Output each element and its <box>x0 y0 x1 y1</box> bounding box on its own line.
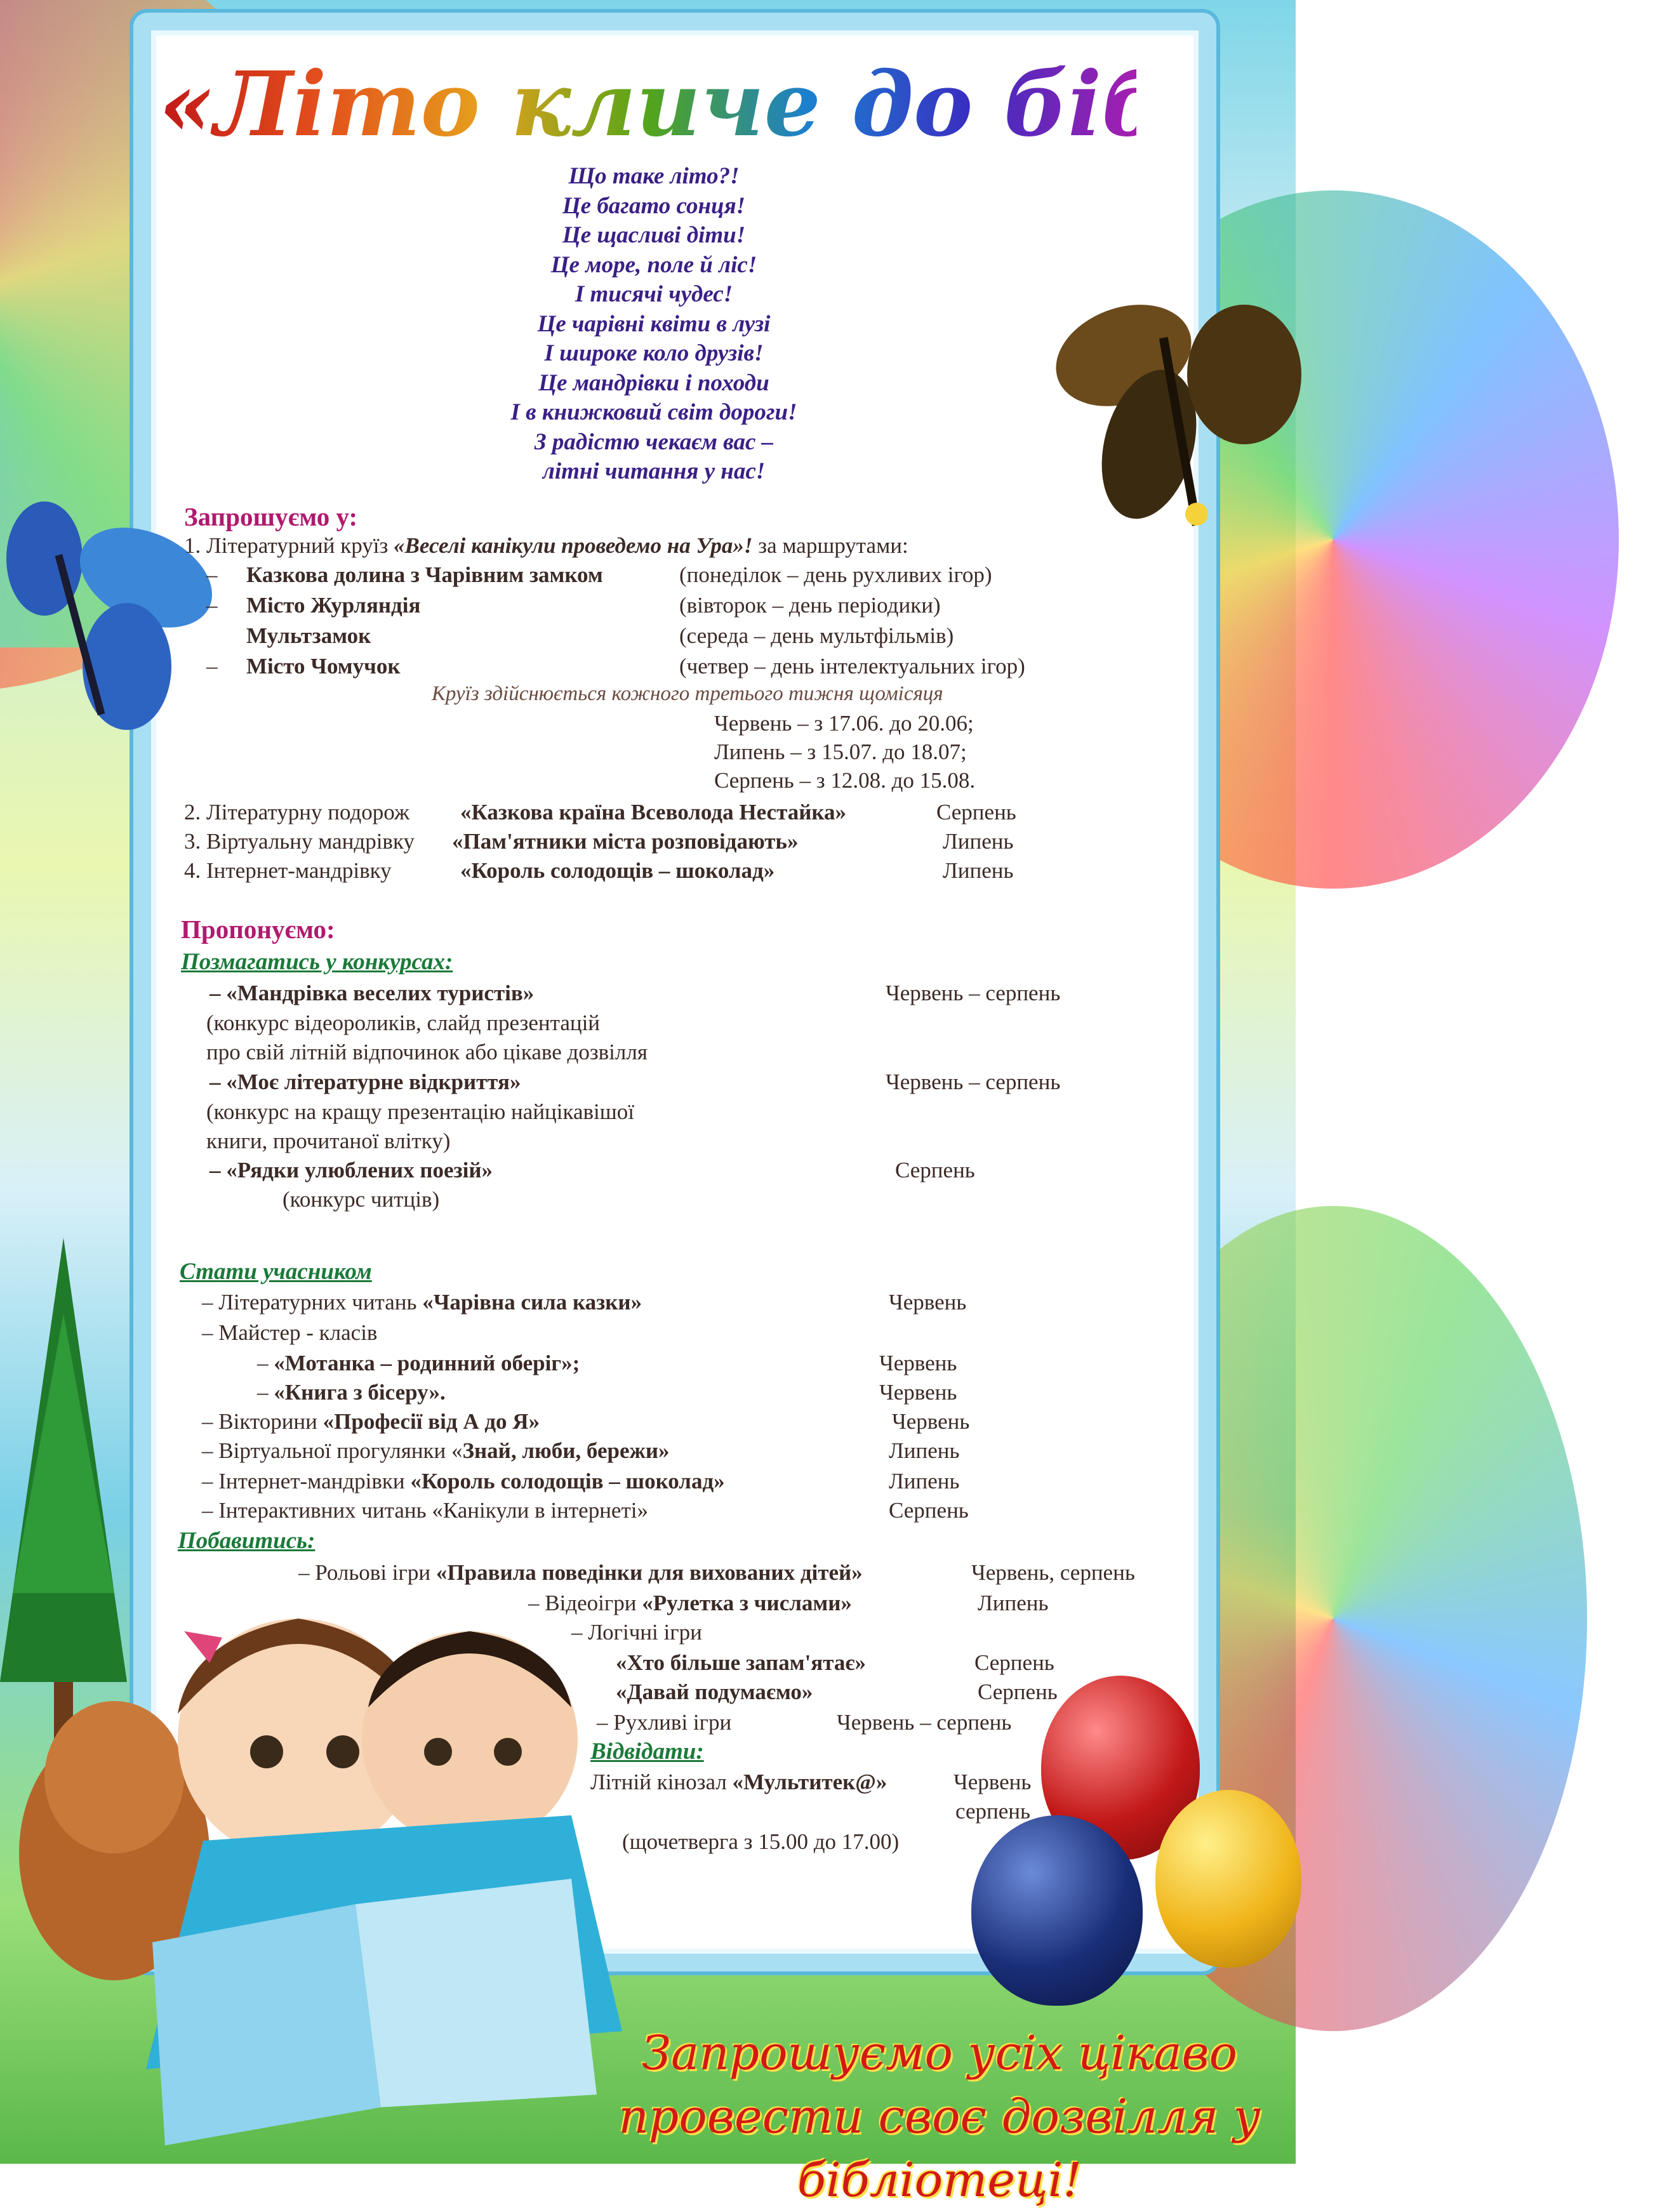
contest-desc: про свій літній відпочинок або цікаве дозвілля <box>206 1040 648 1064</box>
invite-item-prefix: 4. Інтернет-мандрівку <box>184 858 392 883</box>
line-text: Літній кінозал <box>590 1770 733 1794</box>
line-text: – Інтернет-мандрівки <box>202 1469 411 1493</box>
participate-month: Серпень <box>889 1498 969 1523</box>
line-text: – Вікторини <box>202 1409 323 1434</box>
contest-month: Червень – серпень <box>886 981 1061 1005</box>
contest-desc: (конкурс читців) <box>282 1187 440 1212</box>
participate-line <box>257 1379 446 1407</box>
footer-line: Запрошуємо усіх цікаво <box>641 2026 1238 2081</box>
line-title: «Професії від А до Я» <box>322 1409 540 1434</box>
play-month: Серпень <box>978 1679 1058 1704</box>
invite-item-month: Серпень <box>936 800 1016 825</box>
contest-desc: (конкурс на кращу презентацію найцікавішої <box>206 1099 634 1124</box>
line-title: «Правила поведінки для вихованих дітей» <box>435 1560 863 1585</box>
play-month: Червень, серпень <box>971 1560 1135 1585</box>
route-desc: (понеділок – день рухливих ігор) <box>679 562 992 587</box>
line-title: «Чарівна сила казки» <box>422 1290 642 1315</box>
balloon-blue <box>971 1815 1143 2006</box>
visit-heading: Відвідати: <box>590 1738 704 1765</box>
footer-line: провести своє дозвілля у бібліотеці! <box>618 2089 1261 2208</box>
contest-month: Червень – серпень <box>886 1070 1061 1094</box>
cruise-date: Липень – з 15.07. до 18.07; <box>714 739 967 764</box>
poem-line: Це щасливі діти! <box>562 222 746 248</box>
participate-line <box>202 1408 540 1436</box>
route-dash: – <box>206 654 218 679</box>
visit-line <box>590 1768 887 1796</box>
contest-desc: книги, прочитаної влітку) <box>206 1129 451 1153</box>
poem-line: І широке коло друзів! <box>544 340 764 366</box>
play-line: – Логічні ігри <box>571 1620 702 1645</box>
line-text: – Відеоігри <box>528 1591 642 1615</box>
participate-line <box>202 1467 725 1495</box>
line-text: – Рольові ігри <box>298 1560 436 1585</box>
participate-month: Липень <box>889 1469 960 1493</box>
line-text: – Віртуальної прогулянки « <box>202 1438 463 1463</box>
participate-line: – Майстер - класів <box>202 1320 378 1345</box>
contest-desc: (конкурс відеороликів, слайд презентацій <box>206 1010 601 1035</box>
visit-schedule: (щочетверга з 15.00 до 17.00) <box>622 1829 900 1854</box>
route-desc: (вівторок – день періодики) <box>679 593 941 618</box>
play-month: Липень <box>978 1591 1049 1615</box>
invite-item-title: «Король солодощів – шоколад» <box>460 858 775 883</box>
line-text: – Літературних читань <box>202 1290 423 1315</box>
participate-month: Червень <box>892 1409 970 1434</box>
participate-line <box>202 1288 642 1316</box>
route-name: Місто Чомучок <box>246 654 401 679</box>
play-line <box>528 1589 852 1617</box>
participate-line <box>202 1437 670 1465</box>
contest-month: Серпень <box>895 1158 975 1182</box>
item-title: «Веселі канікули проведемо на Ура»! <box>394 533 753 558</box>
line-title: Знай, люби, бережи» <box>462 1438 670 1463</box>
balloon-yellow <box>1155 1790 1301 1968</box>
poem-line: Це чарівні квіти в лузі <box>537 310 771 337</box>
poem-line: З радістю чекаєм вас – <box>534 428 774 455</box>
line-text: – <box>257 1380 274 1405</box>
route-dash: – <box>206 593 218 618</box>
participate-heading: Стати учасником <box>180 1259 372 1285</box>
item-text: 1. Літературний круїз <box>184 533 394 558</box>
poem-line: І тисячі чудес! <box>575 281 733 307</box>
line-title: «Рулетка з числами» <box>642 1591 852 1615</box>
route-name: Казкова долина з Чарівним замком <box>246 562 603 587</box>
route-name: Мультзамок <box>246 623 371 648</box>
invite-item-prefix: 3. Віртуальну мандрівку <box>184 829 415 854</box>
contest-title: – «Моє літературне відкриття» <box>209 1070 521 1094</box>
play-heading: Побавитись: <box>178 1528 316 1554</box>
play-month: Серпень <box>974 1650 1054 1675</box>
visit-month: серпень <box>955 1799 1030 1824</box>
propose-heading: Пропонуємо: <box>181 915 335 944</box>
line-title: «Король солодощів – шоколад» <box>410 1469 725 1493</box>
play-line: – Рухливі ігри <box>597 1710 732 1735</box>
play-line: «Давай подумаємо» <box>616 1679 813 1704</box>
line-title: «Мультитек@» <box>732 1770 887 1794</box>
invite-heading: Запрошуємо у: <box>184 502 358 531</box>
participate-month: Липень <box>889 1438 960 1463</box>
route-dash: – <box>206 562 218 587</box>
item-text: за маршрутами: <box>752 533 908 558</box>
cruise-date: Червень – з 17.06. до 20.06; <box>714 711 974 736</box>
route-desc: (четвер – день інтелектуальних ігор) <box>679 654 1025 679</box>
invite-item-title: «Пам'ятники міста розповідають» <box>452 829 799 854</box>
visit-month: Червень <box>954 1770 1032 1794</box>
line-title: «Книга з бісеру». <box>274 1380 446 1405</box>
route-desc: (середа – день мультфільмів) <box>679 623 954 648</box>
play-month: Червень – серпень <box>837 1710 1012 1735</box>
participate-month: Червень <box>879 1380 957 1405</box>
route-name: Місто Журляндія <box>246 593 421 618</box>
contests-heading: Позмагатись у конкурсах: <box>181 949 453 975</box>
invite-item-title: «Казкова країна Всеволода Нестайка» <box>460 800 847 825</box>
invite-item-1 <box>184 532 908 560</box>
participate-month: Червень <box>889 1290 967 1315</box>
poem-line: літні читання у нас! <box>542 458 766 484</box>
cruise-note: Круїз здійснюється кожного третього тижня щомісяця <box>432 682 943 705</box>
participate-month: Червень <box>879 1351 957 1375</box>
invite-item-month: Липень <box>943 829 1014 854</box>
cruise-date: Серпень – з 12.08. до 15.08. <box>714 768 976 793</box>
contest-title: – «Мандрівка веселих туристів» <box>209 981 535 1005</box>
poem-line: Це мандрівки і походи <box>538 369 769 396</box>
poem-line: Це багато сонця! <box>562 192 746 219</box>
play-line <box>298 1559 863 1587</box>
poem-line: Що таке літо?! <box>568 163 740 189</box>
poem-line: І в книжковий світ дороги! <box>510 399 797 425</box>
poem <box>381 162 927 487</box>
participate-line <box>257 1349 580 1377</box>
play-line: «Хто більше запам'ятає» <box>616 1650 866 1675</box>
invite-item-prefix: 2. Літературну подорож <box>184 800 410 825</box>
line-title: «Мотанка – родинний оберіг»; <box>274 1351 580 1375</box>
page-title: «Літо кличе до бібліотеки» <box>159 51 1136 159</box>
line-text: – <box>257 1351 274 1375</box>
invite-item-month: Липень <box>943 858 1014 883</box>
participate-line: – Інтерактивних читань «Канікули в інтернеті» <box>202 1498 648 1523</box>
butterfly-icon <box>1054 298 1295 565</box>
contest-title: – «Рядки улюблених поезій» <box>209 1158 493 1182</box>
poem-line: Це море, поле й ліс! <box>550 251 757 278</box>
